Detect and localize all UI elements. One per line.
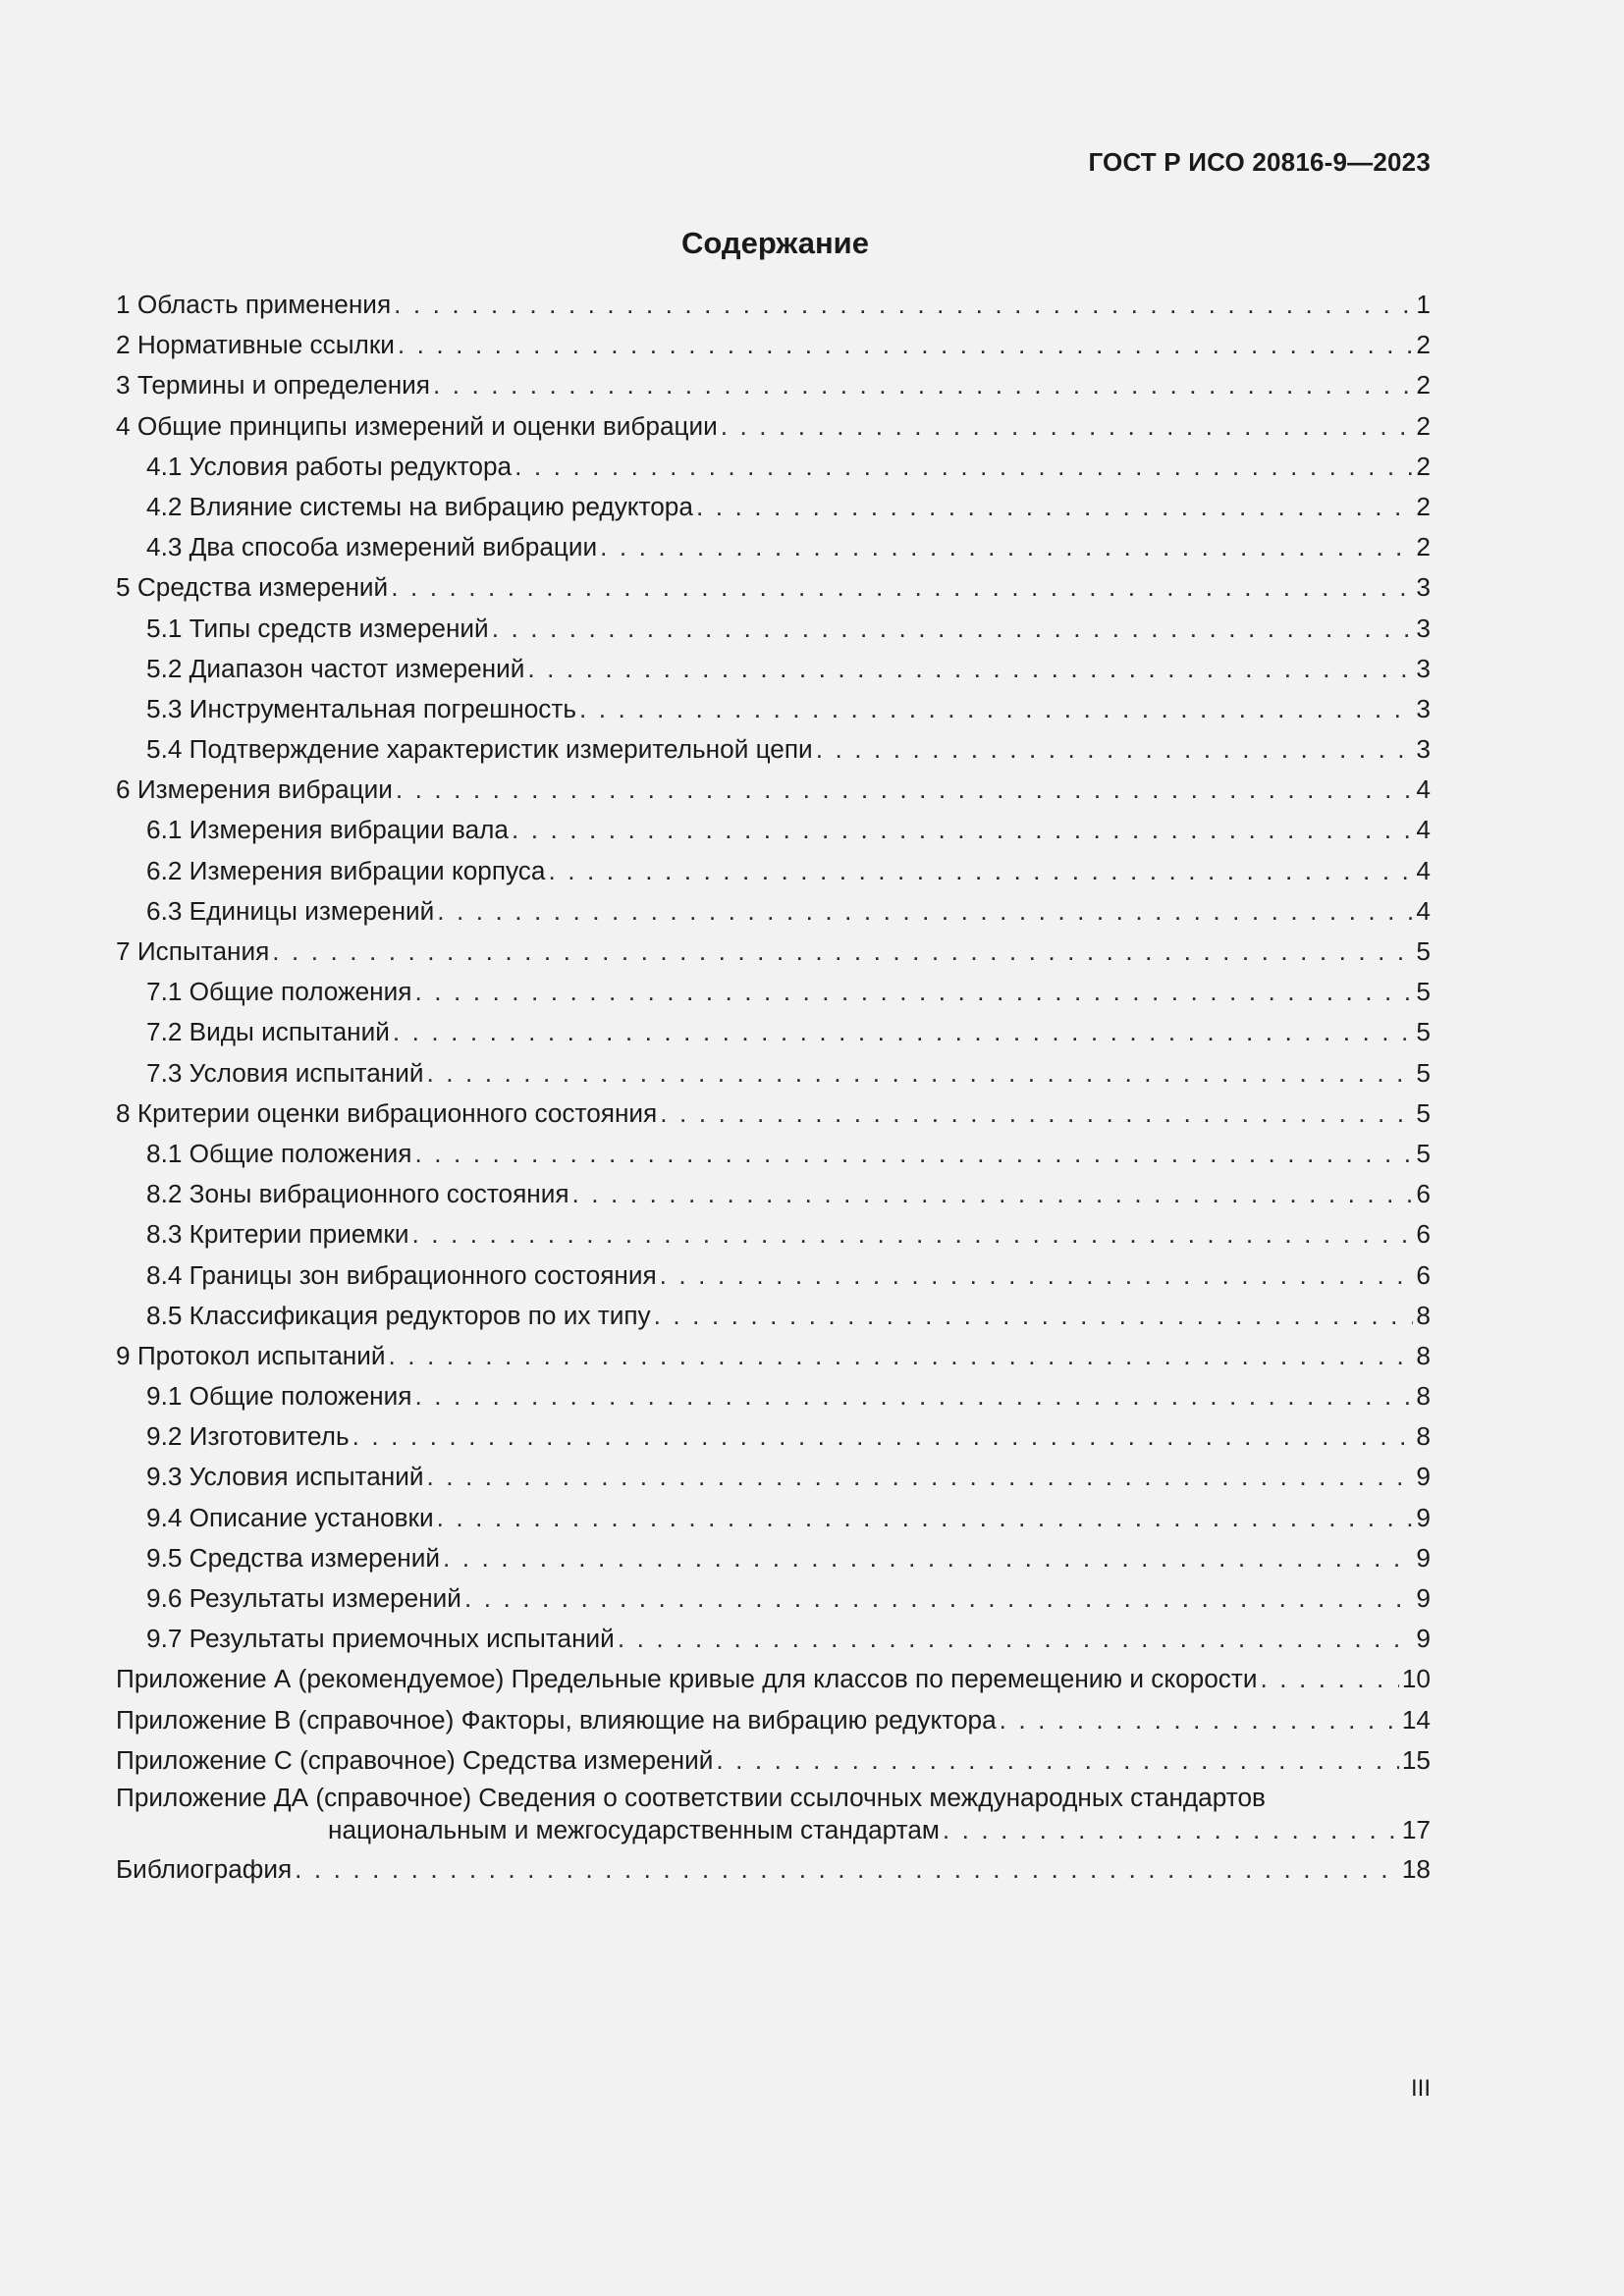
toc-entry-page: 8 — [1416, 1340, 1431, 1370]
toc-entry[interactable] — [116, 365, 1431, 405]
toc-entry-page: 6 — [1416, 1179, 1431, 1209]
toc-leader-dots — [412, 1214, 1414, 1255]
toc-entry-label: 7.3 Условия испытаний — [146, 1057, 424, 1088]
toc-entry[interactable] — [116, 1700, 1431, 1740]
toc-entry-label: 5.2 Диапазон частот измерений — [146, 653, 525, 683]
toc-leader-dots — [527, 649, 1413, 689]
toc-leader-dots — [427, 1053, 1414, 1094]
toc-entry[interactable] — [116, 1376, 1431, 1416]
toc-entry-label: национальным и межгосударственным стандартам — [328, 1814, 940, 1844]
toc-entry[interactable] — [116, 1336, 1431, 1376]
toc-leader-dots — [464, 1578, 1413, 1619]
toc-entry[interactable] — [116, 527, 1431, 567]
toc-entry[interactable] — [116, 1498, 1431, 1538]
toc-entry-page: 18 — [1401, 1853, 1431, 1884]
toc-entry[interactable] — [116, 1012, 1431, 1052]
toc-entry[interactable] — [116, 770, 1431, 810]
toc-leader-dots — [512, 810, 1413, 850]
toc-leader-dots — [618, 1619, 1414, 1659]
toc-entry[interactable] — [116, 1538, 1431, 1578]
toc-entry[interactable] — [116, 891, 1431, 932]
toc-leader-dots — [600, 527, 1413, 567]
toc-leader-dots — [514, 447, 1413, 487]
toc-leader-dots — [579, 689, 1413, 729]
toc-entry-label: Приложение А (рекомендуемое) Предельные кривые для классов по перемещению и скорости — [116, 1664, 1258, 1694]
toc-entry-label: 5.4 Подтверждение характеристик измерительной цепи — [146, 734, 813, 765]
toc-entry-label: 5.3 Инструментальная погрешность — [146, 693, 577, 723]
toc-entry-label: 4.1 Условия работы редуктора — [146, 451, 513, 481]
toc-title: Содержание — [681, 226, 869, 260]
toc-entry-label: 7 Испытания — [116, 936, 270, 966]
toc-entry-page: 9 — [1416, 1583, 1431, 1613]
toc-entry-page: 17 — [1401, 1814, 1431, 1844]
toc-entry-page: 2 — [1416, 370, 1431, 400]
toc-entry-page: 2 — [1416, 532, 1431, 562]
toc-entry-page: 8 — [1416, 1300, 1431, 1330]
toc-entry-label: Приложение С (справочное) Средства измерений — [116, 1744, 714, 1775]
toc-entry-page: 9 — [1416, 1624, 1431, 1654]
toc-entry-page: 4 — [1416, 774, 1431, 805]
toc-entry-label: 5 Средства измерений — [116, 572, 389, 603]
toc-entry-label: 9.6 Результаты измерений — [146, 1583, 461, 1613]
toc-entry[interactable] — [116, 285, 1431, 325]
toc-entry[interactable] — [116, 932, 1431, 972]
toc-leader-dots — [272, 932, 1413, 972]
toc-entry-label: 8.3 Критерии приемки — [146, 1219, 409, 1250]
toc-entry-label: 5.1 Типы средств измерений — [146, 613, 489, 643]
toc-entry[interactable] — [116, 810, 1431, 850]
toc-leader-dots — [433, 365, 1413, 405]
toc-entry-label: 9.3 Условия испытаний — [146, 1462, 424, 1492]
toc-entry-label: Приложение В (справочное) Факторы, влияющие на вибрацию редуктора — [116, 1704, 997, 1735]
toc-leader-dots — [660, 1255, 1414, 1296]
toc-leader-dots — [427, 1457, 1414, 1497]
toc-leader-dots — [393, 1012, 1414, 1052]
toc-entry-page: 4 — [1416, 815, 1431, 845]
toc-entry[interactable] — [116, 972, 1431, 1012]
toc-entry-label: 9 Протокол испытаний — [116, 1340, 386, 1370]
toc-entry-label: 3 Термины и определения — [116, 370, 430, 400]
toc-entry[interactable] — [116, 609, 1431, 649]
toc-entry-label: 9.7 Результаты приемочных испытаний — [146, 1624, 615, 1654]
toc-entry-page: 8 — [1416, 1381, 1431, 1412]
toc-entry-page: 5 — [1416, 977, 1431, 1007]
toc-leader-dots — [721, 406, 1414, 447]
toc-leader-dots — [816, 729, 1414, 770]
toc-entry-label: 6.1 Измерения вибрации вала — [146, 815, 509, 845]
toc-entry-page: 9 — [1416, 1542, 1431, 1573]
toc-entries — [116, 285, 1431, 1781]
toc-entry[interactable] — [116, 1296, 1431, 1336]
toc-entry-label: 9.1 Общие положения — [146, 1381, 412, 1412]
toc-leader-dots — [943, 1813, 1399, 1846]
toc-entry-page: 5 — [1416, 936, 1431, 966]
toc-entry-page: 15 — [1401, 1744, 1431, 1775]
toc-entry[interactable] — [116, 1174, 1431, 1214]
toc-entry-page: 5 — [1416, 1097, 1431, 1128]
toc-entry-page: 3 — [1416, 572, 1431, 603]
toc-entry-label: 6.3 Единицы измерений — [146, 895, 435, 926]
toc-entry[interactable] — [116, 1134, 1431, 1174]
toc-leader-dots — [548, 851, 1413, 891]
toc-entry[interactable] — [116, 689, 1431, 729]
toc-entry-page: 1 — [1416, 290, 1431, 319]
toc-entry-page: 2 — [1416, 491, 1431, 521]
toc-entry-page: 3 — [1416, 653, 1431, 683]
toc-entry[interactable] — [116, 1255, 1431, 1296]
toc-leader-dots — [492, 609, 1414, 649]
toc-entry-page: 4 — [1416, 855, 1431, 885]
toc-entry[interactable] — [116, 1416, 1431, 1457]
toc-leader-dots — [1261, 1659, 1399, 1699]
toc-entry[interactable] — [116, 1578, 1431, 1619]
toc-leader-dots — [352, 1416, 1414, 1457]
toc-leader-dots — [716, 1740, 1398, 1781]
toc-entry-label: 9.5 Средства измерений — [146, 1542, 441, 1573]
document-code: ГОСТ Р ИСО 20816-9—2023 — [1088, 147, 1431, 177]
toc-entry-label: 2 Нормативные ссылки — [116, 330, 395, 360]
toc-entry[interactable] — [116, 1659, 1431, 1699]
toc-entry-page: 2 — [1416, 410, 1431, 441]
toc-entry-label: 4 Общие принципы измерений и оценки вибрации — [116, 410, 718, 441]
page-number: III — [1410, 2075, 1431, 2102]
toc-leader-dots — [443, 1538, 1413, 1578]
toc-entry-bibliography[interactable] — [116, 1849, 1431, 1890]
toc-entry-continuation — [116, 1813, 1431, 1846]
toc-leader-dots — [396, 770, 1414, 810]
toc-leader-dots — [437, 1498, 1414, 1538]
toc-entry[interactable] — [116, 1094, 1431, 1134]
toc-entry-label: 4.3 Два способа измерений вибрации — [146, 532, 598, 562]
toc-entry-page: 10 — [1401, 1664, 1431, 1694]
toc-entry-label: 7.2 Виды испытаний — [146, 1017, 390, 1047]
toc-entry-page: 3 — [1416, 613, 1431, 643]
toc-entry-page: 2 — [1416, 330, 1431, 360]
toc-entry[interactable] — [116, 567, 1431, 608]
toc-entry-page: 3 — [1416, 734, 1431, 765]
toc-leader-dots — [394, 285, 1413, 325]
toc-leader-dots — [414, 1376, 1413, 1416]
toc-leader-dots — [414, 972, 1413, 1012]
toc-entry-label: 8.4 Границы зон вибрационного состояния — [146, 1259, 657, 1290]
toc-leader-dots — [391, 567, 1413, 608]
toc-entry[interactable] — [116, 851, 1431, 891]
toc-entry-page: 5 — [1416, 1138, 1431, 1168]
toc-entry[interactable] — [116, 729, 1431, 770]
toc-entry-label: Приложение ДА (справочное) Сведения о соответствии ссылочных международных стандартов — [116, 1782, 1266, 1812]
toc-entry-label: 9.2 Изготовитель — [146, 1421, 350, 1452]
toc-entry-label: 6 Измерения вибрации — [116, 774, 393, 805]
toc-leader-dots — [437, 891, 1413, 932]
toc-entry-label: 8.2 Зоны вибрационного состояния — [146, 1179, 569, 1209]
toc-leader-dots — [654, 1296, 1414, 1336]
toc-entry[interactable] — [116, 487, 1431, 527]
toc-entry[interactable] — [116, 1457, 1431, 1497]
toc-entry[interactable] — [116, 1740, 1431, 1781]
toc-entry-label: 6.2 Измерения вибрации корпуса — [146, 855, 546, 885]
toc-leader-dots — [660, 1094, 1413, 1134]
toc-entry-label: 8.1 Общие положения — [146, 1138, 412, 1168]
table-of-contents — [116, 285, 1431, 1890]
toc-entry[interactable] — [116, 325, 1431, 365]
toc-entry-annex-da[interactable] — [116, 1781, 1431, 1849]
toc-entry-page: 2 — [1416, 451, 1431, 481]
toc-entry-label: 4.2 Влияние системы на вибрацию редуктора — [146, 491, 693, 521]
toc-entry-page: 9 — [1416, 1502, 1431, 1532]
toc-entry-page: 4 — [1416, 895, 1431, 926]
toc-leader-dots — [388, 1336, 1413, 1376]
toc-entry[interactable] — [116, 406, 1431, 447]
toc-entry-page: 5 — [1416, 1057, 1431, 1088]
toc-entry[interactable] — [116, 1214, 1431, 1255]
toc-leader-dots — [572, 1174, 1414, 1214]
toc-leader-dots — [295, 1849, 1399, 1890]
toc-entry-label: 1 Область применения — [116, 290, 392, 319]
toc-entry-page: 14 — [1401, 1704, 1431, 1735]
toc-leader-dots — [696, 487, 1413, 527]
toc-entry-label: 8.5 Классификация редукторов по их типу — [146, 1300, 651, 1330]
toc-entry-page: 9 — [1416, 1462, 1431, 1492]
toc-entry[interactable] — [116, 1053, 1431, 1094]
toc-entry[interactable] — [116, 447, 1431, 487]
toc-entry-label: 9.4 Описание установки — [146, 1502, 434, 1532]
toc-entry-label: 7.1 Общие положения — [146, 977, 412, 1007]
toc-entry-label: Библиография — [116, 1853, 293, 1884]
toc-entry-page: 8 — [1416, 1421, 1431, 1452]
toc-entry[interactable] — [116, 649, 1431, 689]
toc-entry-label: 8 Критерии оценки вибрационного состояния — [116, 1097, 658, 1128]
toc-leader-dots — [398, 325, 1414, 365]
toc-leader-dots — [1000, 1700, 1399, 1740]
toc-entry-page: 6 — [1416, 1219, 1431, 1250]
toc-entry-page: 3 — [1416, 693, 1431, 723]
toc-entry[interactable] — [116, 1619, 1431, 1659]
toc-leader-dots — [414, 1134, 1413, 1174]
toc-entry-page: 6 — [1416, 1259, 1431, 1290]
toc-entry-page: 5 — [1416, 1017, 1431, 1047]
